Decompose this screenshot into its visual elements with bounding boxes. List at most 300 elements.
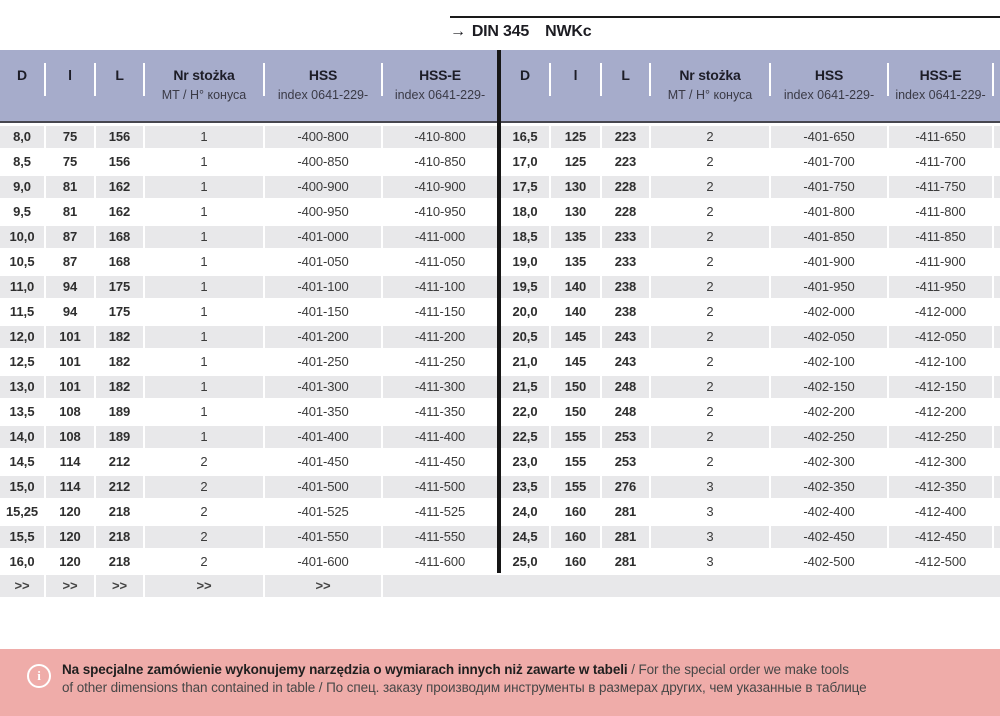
special-order-note (0, 649, 1000, 716)
table-left-header (0, 50, 497, 123)
table-row (501, 151, 1000, 173)
table-cell: -401-700 (803, 154, 855, 169)
page-title (450, 23, 1000, 41)
table-cell: 2 (706, 304, 714, 319)
table-cell: 2 (706, 154, 714, 169)
table-cell: -401-300 (265, 376, 381, 398)
table-cell: 12,0 (0, 326, 44, 348)
table-cell: -401-850 (771, 226, 887, 248)
table-cell: 1 (200, 204, 208, 219)
table-cell: -401-800 (803, 204, 855, 219)
table-row (0, 226, 497, 248)
column-header-diameter: D (520, 67, 530, 83)
table-row (501, 376, 1000, 398)
table-cell: 75 (46, 126, 94, 148)
table-left-body (0, 123, 497, 573)
table-cell: 1 (145, 326, 263, 348)
table-row (0, 551, 497, 573)
table-cell: 87 (46, 226, 94, 248)
table-cell: 3 (651, 526, 769, 548)
table-row (0, 276, 497, 298)
table-cell: 1 (145, 126, 263, 148)
table-cell: 238 (602, 276, 649, 298)
table-cell: 223 (602, 126, 649, 148)
table-left (0, 50, 497, 573)
table-cell: -402-300 (803, 454, 855, 469)
table-cell: 189 (108, 404, 131, 419)
table-row (0, 326, 497, 348)
title-rule (450, 16, 1000, 18)
table-cell (994, 276, 1000, 298)
table-cell: -402-200 (803, 404, 855, 419)
table-cell: 19,0 (512, 254, 538, 269)
table-row (501, 401, 1000, 423)
table-cell (994, 551, 1000, 573)
table-cell: 1 (145, 426, 263, 448)
table-row (501, 176, 1000, 198)
table-cell: -401-100 (265, 276, 381, 298)
table-cell: 23,0 (512, 454, 538, 469)
table-cell: 81 (46, 176, 94, 198)
table-cell: 155 (564, 454, 587, 469)
table-cell: 2 (145, 526, 263, 548)
table-cell: 233 (614, 254, 637, 269)
table-cell: 81 (62, 204, 78, 219)
table-cell: 160 (564, 554, 587, 569)
note-line-1: Na specjalne zamówienie wykonujemy narzędzia o wymiarach innych niż zawarte w tabeli / For the special order we make tools (62, 662, 849, 677)
table-row (0, 176, 497, 198)
table-cell: -412-150 (889, 376, 992, 398)
table-row (501, 451, 1000, 473)
column-header-overall-length: L (96, 66, 143, 104)
table-row (501, 501, 1000, 523)
table-cell: -412-500 (914, 554, 967, 569)
table-cell: -412-300 (914, 454, 967, 469)
table-cell: 2 (651, 276, 769, 298)
table-cell: 2 (706, 454, 714, 469)
table-cell: -411-050 (414, 254, 466, 269)
column-header-taper: Nr stożka MT / Н° конуса (651, 66, 769, 104)
column-header-overall-length: L (602, 66, 649, 104)
table-cell: -401-750 (771, 176, 887, 198)
table-cell: -411-150 (414, 304, 466, 319)
table-cell: -401-000 (265, 226, 381, 248)
table-cell: 162 (108, 204, 131, 219)
table-right-header (501, 50, 1000, 123)
table-cell (994, 151, 1000, 173)
table-cell: 101 (59, 354, 81, 369)
table-cell: 2 (200, 554, 208, 569)
table-row (501, 251, 1000, 273)
table-row (501, 326, 1000, 348)
table-cell: -400-850 (297, 154, 349, 169)
table-cell: 10,0 (0, 226, 44, 248)
table-cell: 2 (651, 176, 769, 198)
table-cell: 101 (46, 376, 94, 398)
table-cell: 156 (96, 126, 143, 148)
table-cell: -411-750 (889, 176, 992, 198)
table-cell: 9,5 (13, 204, 31, 219)
table-cell: 175 (96, 276, 143, 298)
note-text (62, 649, 1000, 697)
table-cell: -400-800 (265, 126, 381, 148)
standard-number: DIN 345 (471, 23, 530, 40)
table-cell: 20,5 (501, 326, 549, 348)
table-cell: -411-350 (414, 404, 466, 419)
column-header-diameter: D (17, 67, 27, 83)
table-cell: 75 (62, 154, 78, 169)
table-cell (994, 501, 1000, 523)
table-cell: 160 (551, 526, 600, 548)
table-cell: 21,5 (501, 376, 549, 398)
table-cell: -401-550 (265, 526, 381, 548)
table-cell (994, 376, 1000, 398)
table-cell: 253 (614, 454, 637, 469)
more-indicator: >> (46, 575, 94, 597)
table-cell: 248 (602, 376, 649, 398)
table-cell: 168 (108, 254, 131, 269)
table-cell: 2 (145, 476, 263, 498)
table-cell: 20,0 (512, 304, 538, 319)
table-cell: 23,5 (501, 476, 549, 498)
table-cell: -402-450 (771, 526, 887, 548)
table-cell: 228 (614, 204, 637, 219)
table-row (501, 126, 1000, 148)
tool-type: NWKc (545, 23, 592, 40)
table-cell: -401-525 (297, 504, 349, 519)
table-cell: 1 (200, 304, 208, 319)
table-cell: -401-400 (265, 426, 381, 448)
table-cell: 233 (602, 226, 649, 248)
table-cell (994, 251, 1000, 273)
table-cell: -401-450 (297, 454, 349, 469)
table-cell (994, 201, 1000, 223)
table-row (501, 426, 1000, 448)
table-cell: -402-000 (803, 304, 855, 319)
table-cell: 114 (46, 476, 94, 498)
table-cell: -401-500 (265, 476, 381, 498)
table-cell: -401-600 (297, 554, 349, 569)
table-cell: 276 (602, 476, 649, 498)
table-cell: 17,0 (512, 154, 538, 169)
table-cell: -411-300 (383, 376, 497, 398)
table-cell (994, 126, 1000, 148)
table-cell: 182 (96, 326, 143, 348)
table-row (0, 351, 497, 373)
table-cell: 12,5 (9, 354, 35, 369)
table-cell: 8,0 (0, 126, 44, 148)
table-cell: 2 (706, 204, 714, 219)
table-row (501, 551, 1000, 573)
table-cell: 182 (108, 354, 131, 369)
column-header-edge-sliver (994, 66, 1000, 104)
table-row (501, 301, 1000, 323)
table-cell (994, 226, 1000, 248)
table-cell: 1 (200, 154, 208, 169)
table-cell: 218 (108, 554, 131, 569)
column-header-hss: HSS index 0641-229- (265, 66, 381, 104)
table-cell: 11,0 (0, 276, 44, 298)
table-cell: 11,5 (9, 304, 35, 319)
table-cell: 150 (551, 376, 600, 398)
table-cell (994, 351, 1000, 373)
table-cell: -411-500 (383, 476, 497, 498)
table-cell (994, 401, 1000, 423)
dimension-tables (0, 50, 1000, 573)
table-cell: 145 (564, 354, 587, 369)
table-cell (994, 526, 1000, 548)
table-cell: 24,5 (501, 526, 549, 548)
table-cell: 155 (551, 476, 600, 498)
table-cell: 218 (108, 504, 131, 519)
table-cell: -402-100 (803, 354, 855, 369)
table-cell: 130 (564, 204, 587, 219)
table-cell: 22,5 (501, 426, 549, 448)
table-row (0, 151, 497, 173)
table-cell: -401-150 (297, 304, 349, 319)
more-indicator: >> (96, 575, 143, 597)
table-cell: 160 (564, 504, 587, 519)
table-cell: -401-950 (771, 276, 887, 298)
table-cell: -411-525 (414, 504, 466, 519)
table-cell: 140 (551, 276, 600, 298)
table-cell: -410-850 (414, 154, 466, 169)
table-cell: 281 (614, 554, 637, 569)
more-indicator: >> (145, 575, 263, 597)
table-cell: 15,0 (0, 476, 44, 498)
table-cell: 281 (614, 504, 637, 519)
table-cell: 87 (62, 254, 78, 269)
table-cell: -411-200 (383, 326, 497, 348)
table-cell: 238 (614, 304, 637, 319)
table-cell: 114 (59, 454, 81, 469)
table-cell: 13,5 (9, 404, 35, 419)
table-cell: 10,5 (9, 254, 35, 269)
table-cell: 135 (551, 226, 600, 248)
table-row (0, 451, 497, 473)
table-cell: 155 (551, 426, 600, 448)
table-row (0, 501, 497, 523)
table-cell: 9,0 (0, 176, 44, 198)
table-cell: -402-150 (771, 376, 887, 398)
table-row (0, 201, 497, 223)
table-cell: -412-350 (889, 476, 992, 498)
table-cell: 212 (108, 454, 131, 469)
table-cell: 189 (96, 426, 143, 448)
table-cell: 228 (602, 176, 649, 198)
table-cell: 212 (96, 476, 143, 498)
table-cell: -400-950 (297, 204, 349, 219)
table-cell: 94 (46, 276, 94, 298)
info-icon: i (27, 664, 51, 688)
table-cell: -401-200 (265, 326, 381, 348)
column-header-flute-length: l (551, 66, 600, 104)
table-cell: 2 (651, 376, 769, 398)
table-cell: -401-900 (803, 254, 855, 269)
table-cell: 1 (200, 404, 208, 419)
table-row (0, 126, 497, 148)
table-right (501, 50, 1000, 573)
table-cell: 223 (614, 154, 637, 169)
table-cell: -402-050 (771, 326, 887, 348)
column-header-taper: Nr stożka MT / Н° конуса (145, 66, 263, 104)
table-cell: 19,5 (501, 276, 549, 298)
table-cell: -410-950 (414, 204, 466, 219)
table-cell: 1 (145, 226, 263, 248)
more-indicator: >> (0, 575, 44, 597)
column-header-hss-e: HSS-E index 0641-229- (889, 66, 992, 104)
table-cell: 175 (108, 304, 131, 319)
table-cell: -411-850 (889, 226, 992, 248)
table-cell: 108 (59, 404, 81, 419)
table-cell: -401-350 (297, 404, 349, 419)
table-cell: 3 (706, 554, 714, 569)
table-cell: 18,0 (512, 204, 538, 219)
table-row (501, 526, 1000, 548)
table-cell: 15,25 (5, 504, 39, 519)
table-cell: -411-450 (414, 454, 466, 469)
table-cell: 25,0 (512, 554, 538, 569)
table-cell: -400-900 (265, 176, 381, 198)
table-cell (994, 426, 1000, 448)
table-cell: 125 (551, 126, 600, 148)
table-cell: 21,0 (512, 354, 538, 369)
table-row (501, 351, 1000, 373)
table-row (0, 301, 497, 323)
table-cell: 2 (651, 326, 769, 348)
table-cell: 243 (602, 326, 649, 348)
table-cell: 120 (59, 504, 81, 519)
table-row (0, 376, 497, 398)
table-cell: -410-900 (383, 176, 497, 198)
table-cell: 2 (200, 504, 208, 519)
column-header-flute-length: l (46, 66, 94, 104)
table-cell: 18,5 (501, 226, 549, 248)
table-cell: 2 (651, 426, 769, 448)
table-row (0, 526, 497, 548)
table-cell: -401-250 (297, 354, 349, 369)
table-row (0, 251, 497, 273)
table-cell (994, 326, 1000, 348)
more-row-filler (383, 575, 1000, 597)
table-cell: -401-650 (771, 126, 887, 148)
table-cell: 156 (108, 154, 131, 169)
table-cell: 22,0 (512, 404, 538, 419)
table-cell: -402-250 (771, 426, 887, 448)
table-cell: 94 (62, 304, 78, 319)
table-cell: -402-400 (803, 504, 855, 519)
table-cell: 2 (200, 454, 208, 469)
table-cell: 218 (96, 526, 143, 548)
table-cell: 248 (614, 404, 637, 419)
table-cell: 140 (564, 304, 587, 319)
table-cell: 1 (145, 276, 263, 298)
table-cell: -412-100 (914, 354, 967, 369)
column-header-hss-e: HSS-E index 0641-229- (383, 66, 497, 104)
table-cell: -411-100 (383, 276, 497, 298)
table-cell: 101 (46, 326, 94, 348)
table-cell: 2 (651, 126, 769, 148)
table-cell: 1 (200, 354, 208, 369)
table-cell: 14,5 (9, 454, 35, 469)
table-cell: 281 (602, 526, 649, 548)
table-cell: 168 (96, 226, 143, 248)
table-row (501, 476, 1000, 498)
table-row (501, 201, 1000, 223)
table-cell: 2 (706, 354, 714, 369)
table-cell: -412-450 (889, 526, 992, 548)
table-cell: -401-050 (297, 254, 349, 269)
table-cell: 3 (651, 476, 769, 498)
table-cell: -412-050 (889, 326, 992, 348)
table-cell: -412-000 (914, 304, 967, 319)
note-line-2: of other dimensions than contained in table / По спец. заказу производим инструменты в размерах других, чем указанные в таблице (62, 680, 867, 695)
table-cell: 15,5 (0, 526, 44, 548)
column-header-hss: HSS index 0641-229- (771, 66, 887, 104)
table-cell: -402-500 (803, 554, 855, 569)
table-cell: 8,5 (13, 154, 31, 169)
table-cell: 253 (602, 426, 649, 448)
table-cell: -411-650 (889, 126, 992, 148)
table-cell: 3 (706, 504, 714, 519)
table-cell: -412-400 (914, 504, 967, 519)
table-cell: 14,0 (0, 426, 44, 448)
table-cell: -411-400 (383, 426, 497, 448)
table-cell: 120 (59, 554, 81, 569)
table-cell: 150 (564, 404, 587, 419)
table-cell: 182 (96, 376, 143, 398)
table-cell: 2 (706, 254, 714, 269)
table-cell: -412-250 (889, 426, 992, 448)
page-header (450, 16, 1000, 41)
table-cell (994, 176, 1000, 198)
table-cell: 2 (651, 226, 769, 248)
table-cell: 1 (200, 254, 208, 269)
table-row (0, 476, 497, 498)
table-cell: 13,0 (0, 376, 44, 398)
table-cell: 16,0 (9, 554, 35, 569)
table-cell: 24,0 (512, 504, 538, 519)
table-cell: 162 (96, 176, 143, 198)
table-right-body (501, 123, 1000, 573)
table-cell (994, 476, 1000, 498)
table-cell: -411-550 (383, 526, 497, 548)
arrow-right-icon: → (450, 23, 466, 40)
table-cell: -411-000 (383, 226, 497, 248)
table-cell: -411-950 (889, 276, 992, 298)
table-cell (994, 301, 1000, 323)
table-cell: -411-800 (915, 204, 966, 219)
table-cell: 16,5 (501, 126, 549, 148)
table-row (501, 276, 1000, 298)
table-cell: -411-700 (915, 154, 966, 169)
table-cell: 1 (145, 376, 263, 398)
table-cell: -402-350 (771, 476, 887, 498)
table-cell: -411-250 (414, 354, 466, 369)
table-cell: -411-900 (915, 254, 966, 269)
table-cell: 243 (614, 354, 637, 369)
table-cell: 135 (564, 254, 587, 269)
table-cell (994, 451, 1000, 473)
more-indicator: >> (265, 575, 381, 597)
table-cell: 17,5 (501, 176, 549, 198)
table-cell: 108 (46, 426, 94, 448)
more-sizes-row (0, 575, 1000, 597)
table-row (501, 226, 1000, 248)
table-row (0, 426, 497, 448)
table-cell: -412-200 (914, 404, 967, 419)
table-cell: 1 (145, 176, 263, 198)
